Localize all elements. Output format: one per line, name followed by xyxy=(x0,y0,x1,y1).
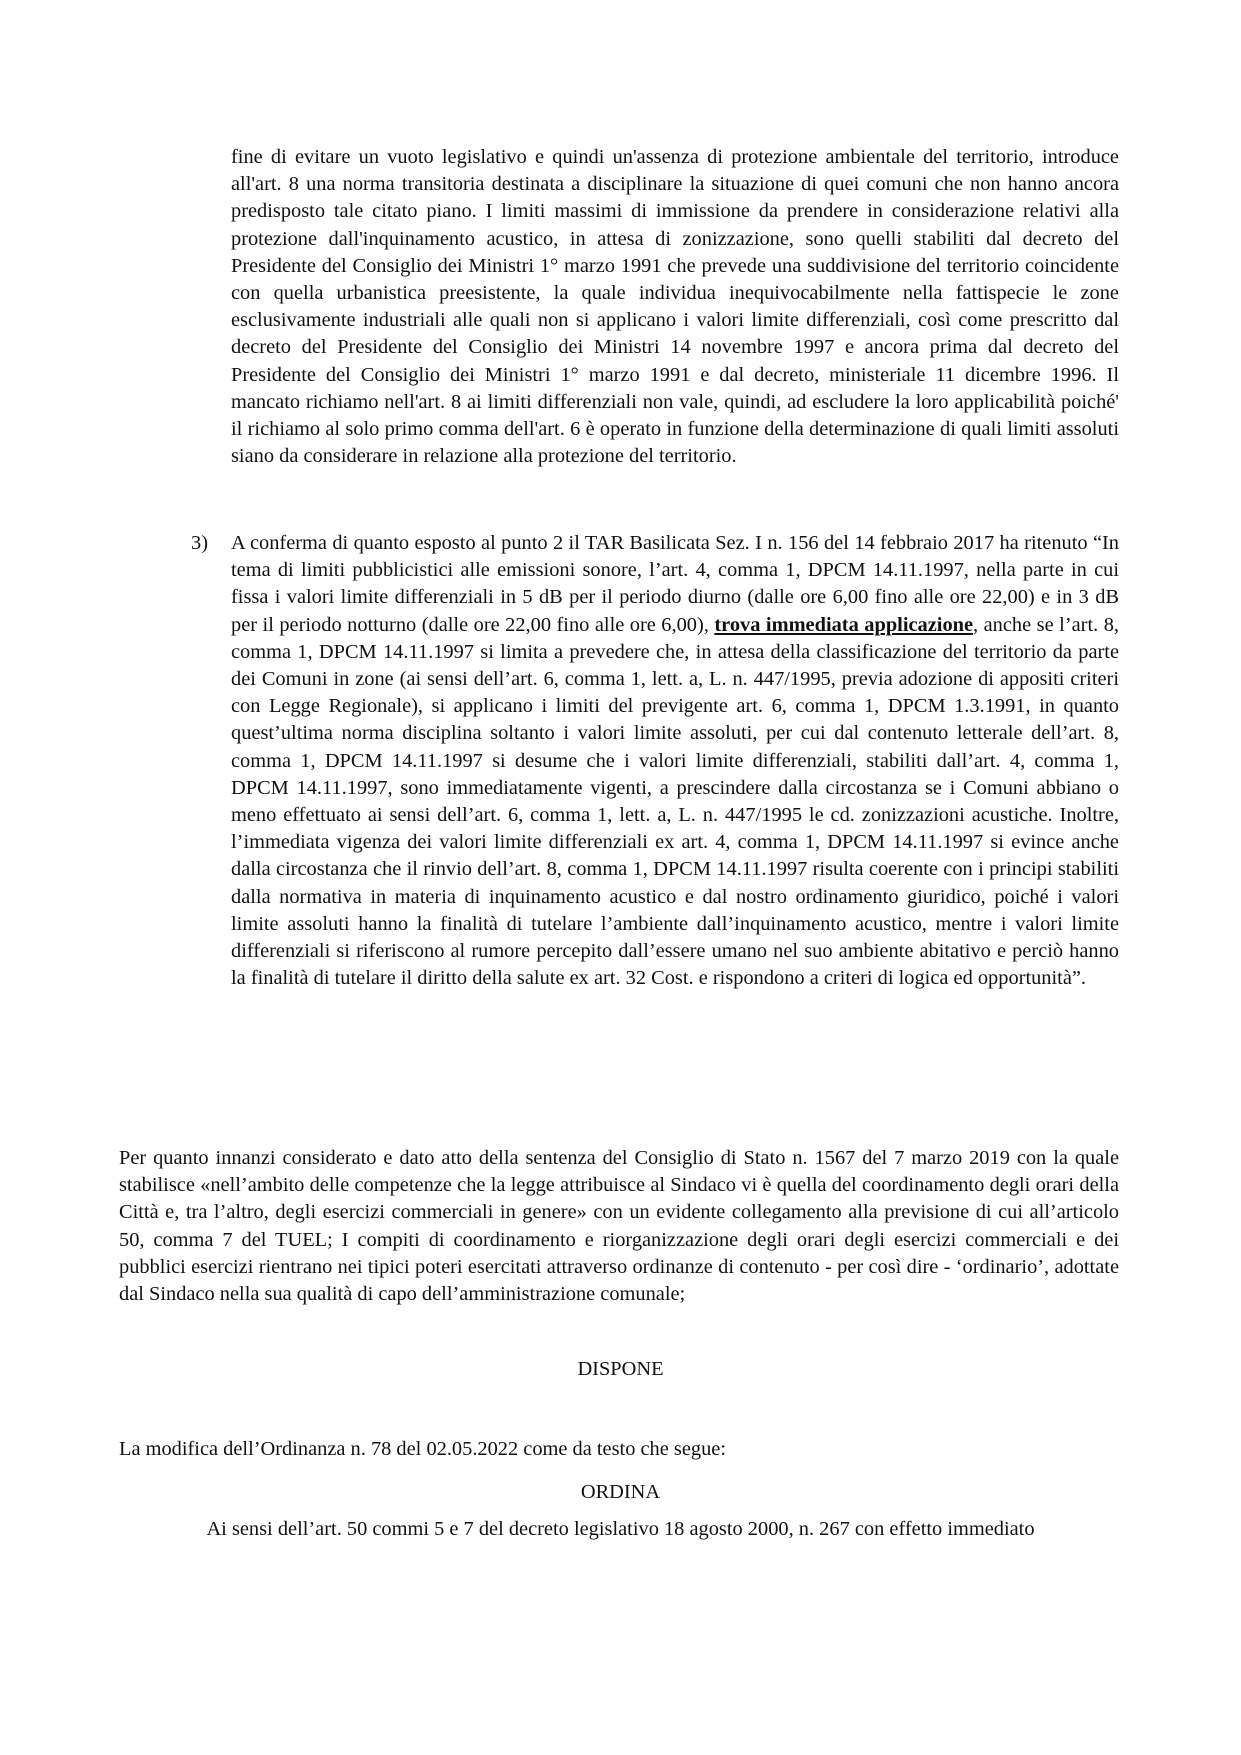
item-emphasis: trova immediata applicazione xyxy=(714,613,974,636)
heading-ordina: ORDINA xyxy=(580,1481,661,1503)
list-item-tar-basilicata xyxy=(231,530,1119,992)
paragraph-transitional-norm: fine di evitare un vuoto legislativo e quindi un'assenza di protezione ambientale del territorio, introduce all'art. 8 una norma transitoria destinata a disciplinare la situazione di quei comuni che non hanno ancora predisposto tale citato piano. I limiti massimi di immissione da prendere in considerazione relativi alla protezione dall'inquinamento acustico, in attesa di zonizzazione, sono quelli stabiliti dal decreto del Presidente del Consiglio dei Ministri 1° marzo 1991 che prevede una suddivisione del territorio coincidente con quella urbanistica preesistente, la quale individua inequivocabilmente nella fattispecie le zone esclusivamente industriali alle quali non si applicano i valori limite differenziali, così come prescritto dal decreto del Presidente del Consiglio dei Ministri 14 novembre 1997 e ancora prima dal decreto del Presidente del Consiglio dei Ministri 1° marzo 1991 e dal decreto, ministeriale 11 dicembre 1996. Il mancato richiamo nell'art. 8 ai limiti differenziali non vale, quindi, ad escludere la loro applicabilità poiché' il richiamo al solo primo comma dell'art. 6 è operato in funzione della determinazione di quali limiti assoluti siano da considerare in relazione alla protezione del territorio. xyxy=(231,146,1119,468)
paragraph-considerato: Per quanto innanzi considerato e dato atto della sentenza del Consiglio di Stato n. 1567 del 7 marzo 2019 con la quale stabilisce «nell’ambito delle competenze che la legge attribuisce al Sindaco vi è quella del coordinamento degli orari della Città e, tra l’altro, degli esercizi commerciali in genere» con un evidente collegamento alla previsione di cui all’articolo 50, comma 7 del TUEL; I compiti di coordinamento e riorganizzazione degli orari degli esercizi commerciali e dei pubblici esercizi rientrano nei tipici poteri esercitati attraverso ordinanze di contenuto - per così dire - ‘ordinario’, adottate dal Sindaco nella sua qualità di capo dell’amministrazione comunale; xyxy=(119,1147,1119,1306)
list-item-number: 3) xyxy=(191,532,208,554)
heading-dispone: DISPONE xyxy=(577,1358,664,1380)
item-text-after: , anche se l’art. 8, comma 1, DPCM 14.11.1997 si limita a prevedere che, in attesa della classificazione del territorio da parte dei Comuni in zone (ai sensi dell’art. 6, comma 1, lett. a, L. n. 447/1995, previa adozione di appositi criteri con Legge Regionale), si applicano i limiti del previgente art. 6, comma 1, DPCM 1.3.1991, in quanto quest’ultima norma disciplina soltanto i valori limite assoluti, per cui dal contenuto letterale dell’art. 8, comma 1, DPCM 14.11.1997 si desume che i valori limite differenziali, stabiliti dall’art. 4, comma 1, DPCM 14.11.1997, sono immediatamente vigenti, a prescindere dalla circostanza se i Comuni abbiano o meno effettuato ai sensi dell’art. 6, comma 1, lett. a, L. n. 447/1995 le cd. zonizzazioni acustiche. Inoltre, l’immediata vigenza dei valori limite differenziali ex art. 4, comma 1, DPCM 14.11.1997 si evince anche dalla circostanza che il rinvio dell’art. 8, comma 1, DPCM 14.11.1997 risulta coerente con i principi stabiliti dalla normativa in materia di inquinamento acustico e dal nostro ordinamento giuridico, poiché i valori limite assoluti hanno la finalità di tutelare l’ambiente dall’inquinamento acustico, mentre i valori limite differenziali si riferiscono al rumore percepito dall’essere umano nel suo ambiente abitativo e perciò hanno la finalità di tutelare il diritto della salute ex art. 32 Cost. e rispondono a criteri di logica ed opportunità”. xyxy=(231,613,1119,990)
ai-sensi-line: Ai sensi dell’art. 50 commi 5 e 7 del decreto legislativo 18 agosto 2000, n. 267 con effetto immediato xyxy=(206,1518,1035,1540)
modifica-line: La modifica dell’Ordinanza n. 78 del 02.05.2022 come da testo che segue: xyxy=(119,1438,726,1460)
item-text-before: A conferma di quanto esposto al punto 2 il TAR Basilicata Sez. I n. 156 del 14 febbraio 2017 ha ritenuto “In tema di limiti pubblicistici alle emissioni sonore, l’art. 4, comma 1, DPCM 14.11.1997, nella parte in cui fissa i valori limite differenziali in 5 dB per il periodo diurno (dalle ore 6,00 fino alle ore 22,00) e in 3 dB per il periodo notturno (dalle ore 22,00 fino alle ore 6,00), xyxy=(231,532,1119,636)
